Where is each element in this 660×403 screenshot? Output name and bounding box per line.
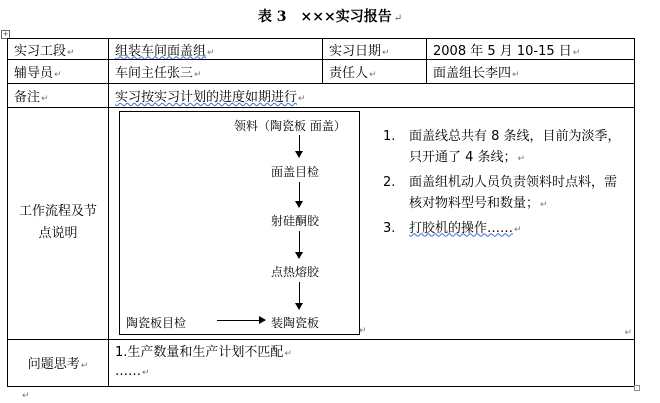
list-item: 1. 面盖线总共有 8 条线，目前为淡季，只开通了 4 条线；↵ — [383, 128, 621, 165]
report-title: 表 3 ×××实习报告 ↵ — [257, 9, 403, 25]
flow-step-silicone: 射硅酮胶 — [271, 213, 320, 228]
table-move-handle-icon[interactable]: + — [2, 30, 9, 38]
list-item: 2. 面盖组机动人员负责领料时点料，需核对物料型号和数量；↵ — [383, 174, 618, 211]
flow-step-hotmelt: 点热熔胶 — [271, 264, 320, 279]
owner-value[interactable]: 面盖组长李四↵ — [427, 60, 635, 84]
arrow-down-icon — [299, 282, 300, 309]
date-label: 实习日期↵ — [323, 39, 427, 60]
report-table — [7, 38, 635, 387]
workflow-notes[interactable] — [383, 126, 623, 243]
remark-label: 备注↵ — [8, 84, 109, 107]
table-row — [8, 60, 635, 84]
question-label: 问题思考↵ — [8, 339, 109, 386]
mentor-label: 辅导员↵ — [8, 60, 109, 84]
paragraph-mark-icon: ↵ — [22, 391, 30, 401]
question-value[interactable]: 1.生产数量和生产计划不匹配↵ ……↵ — [109, 339, 635, 386]
flow-step-assemble: 装陶瓷板 — [271, 315, 320, 330]
mentor-value[interactable]: 车间主任张三↵ — [109, 60, 323, 84]
cell-end-mark-icon: ↵ — [624, 327, 632, 338]
paragraph-mark-icon: ↵ — [359, 325, 367, 336]
list-item: 3. 打胶机的操作……↵ — [383, 220, 522, 236]
workflow-label: 工作流程及节点说明 — [8, 107, 109, 339]
table-row — [8, 107, 635, 339]
table-resize-handle-icon[interactable] — [634, 385, 640, 391]
section-label: 实习工段↵ — [8, 39, 109, 60]
workflow-cell — [109, 107, 635, 339]
table-row — [8, 84, 635, 107]
flow-step-inspect-ceramic: 陶瓷板目检 — [126, 315, 187, 330]
arrow-down-icon — [299, 182, 300, 207]
arrow-down-icon — [299, 231, 300, 258]
flow-step-receive: 领料（陶瓷板 面盖） — [234, 118, 346, 133]
section-value[interactable]: 组装车间面盖组↵ — [109, 39, 323, 60]
arrow-right-icon — [217, 320, 265, 321]
table-row — [8, 39, 635, 60]
remark-value[interactable]: 实习按实习计划的进度如期进行↵ — [109, 84, 635, 107]
owner-label: 责任人↵ — [323, 60, 427, 84]
flowchart[interactable] — [119, 111, 360, 335]
date-value[interactable]: 2008 年 5 月 10-15 日↵ — [427, 39, 635, 60]
arrow-down-icon — [299, 135, 300, 157]
flow-step-inspect-cover: 面盖目检 — [271, 164, 320, 179]
table-row — [8, 339, 635, 386]
